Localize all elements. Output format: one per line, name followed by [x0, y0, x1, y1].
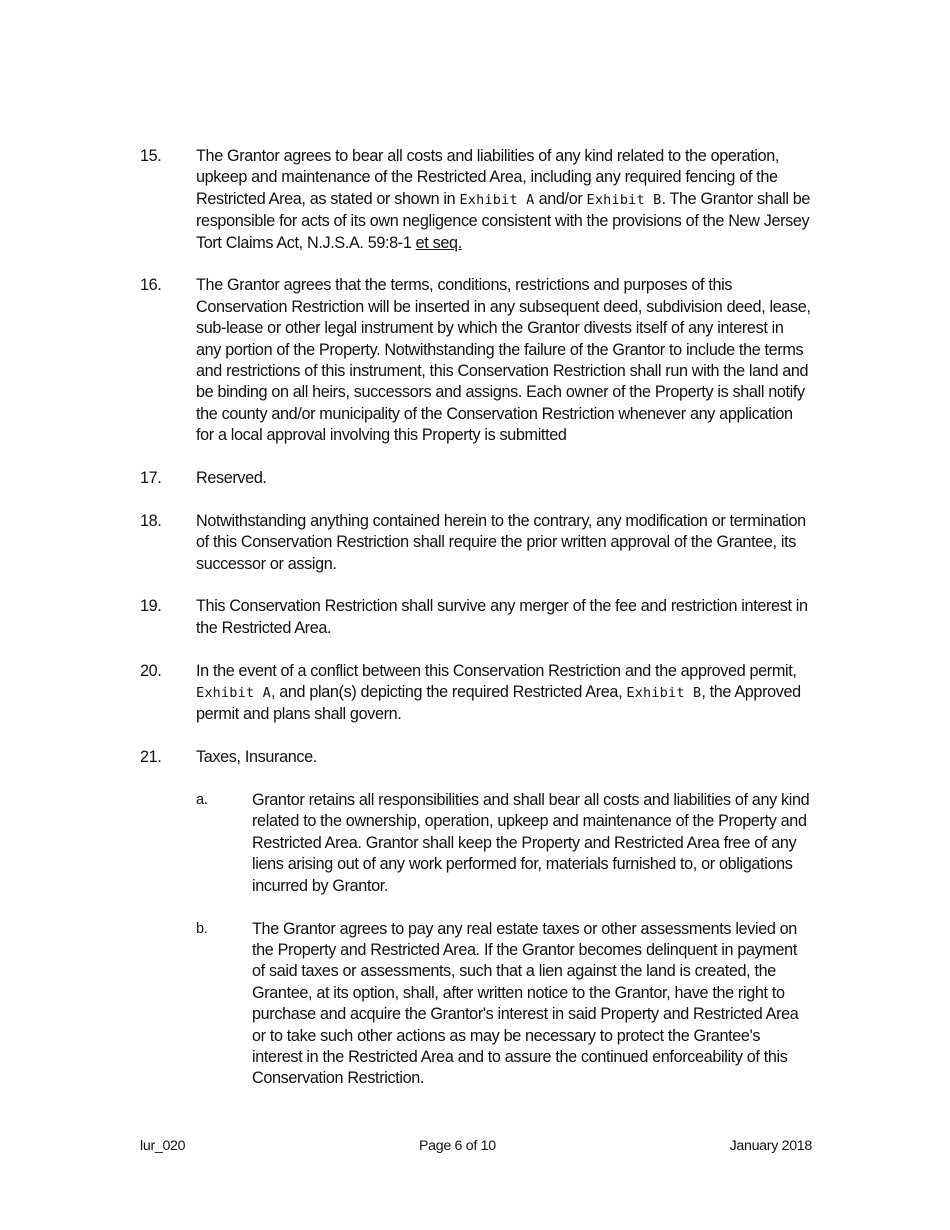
paragraph-21-subitems — [196, 790, 812, 1090]
footer-form-id: lur_020 — [140, 1138, 186, 1154]
paragraph-17 — [140, 468, 812, 489]
paragraph-number: 18. — [140, 511, 162, 530]
text-run: , the Approved permit and plans shall govern. — [196, 683, 801, 724]
subparagraph-text: The Grantor agrees to pay any real estate taxes or other assessments levied on the Property and Restricted Area. If the Grantor becomes delinquent in payment of said taxes or assessments, such that a lien against the land is created, the Grantee, at its option, shall, after written notice to the Grantor, have the right to purchase and acquire the Grantor's interest in said Property and Restricted Area or to take such other actions as may be necessary to protect the Grantee's interest in the Restricted Area and to assure the continued enforceability of this Conservation Restriction. — [252, 919, 799, 1088]
exhibit-a-reference: Exhibit A — [196, 685, 271, 702]
paragraph-text — [196, 146, 812, 254]
subparagraph-letter: b. — [196, 920, 208, 937]
paragraph-20 — [140, 661, 812, 726]
paragraph-18 — [140, 511, 812, 575]
paragraph-text: Notwithstanding anything contained herein to the contrary, any modification or termination of this Conservation Restriction shall require the prior written approval of the Grantee, its successor or assign. — [196, 511, 806, 573]
paragraph-text: This Conservation Restriction shall survive any merger of the fee and restriction interest in the Restricted Area. — [196, 597, 808, 637]
paragraph-19 — [140, 596, 812, 639]
paragraph-number: 15. — [140, 147, 162, 165]
subparagraph-letter: a. — [196, 792, 208, 809]
text-run: and/or — [534, 189, 587, 208]
text-run: , and plan(s) depicting the required Restricted Area, — [270, 683, 627, 702]
text-run: . The Grantor shall be responsible for acts of its own negligence consistent with the provisions of the New Jersey Tort Claims Act, N.J.S.A. 59:8-1 — [196, 189, 811, 252]
paragraph-16 — [140, 275, 812, 446]
paragraph-15 — [140, 146, 812, 254]
paragraph-text: Taxes, Insurance. — [196, 748, 317, 767]
text-run: The Grantor agrees to bear all costs and liabilities of any kind related to the operation, upkeep and maintenance of the Restricted Area, including any required fencing of the Restricted Area, as stated or shown in — [196, 147, 780, 208]
subparagraph-b — [196, 919, 812, 1090]
page-footer — [140, 1138, 812, 1154]
subparagraph-text: Grantor retains all responsibilities and shall bear all costs and liabilities of any kind related to the ownership, operation, upkeep and maintenance of the Property and Restricted Area. Grantor shall keep the Property and Restricted Area free of any liens arising out of any work performed for, materials furnished to, or obligations incurred by Grantor. — [252, 791, 810, 895]
exhibit-a-reference: Exhibit A — [459, 191, 535, 208]
paragraph-number: 17. — [140, 469, 162, 488]
paragraph-number: 21. — [140, 748, 162, 767]
paragraph-number: 20. — [140, 661, 162, 680]
document-body — [140, 146, 812, 1111]
exhibit-b-reference: Exhibit B — [626, 685, 702, 702]
footer-page-number: Page 6 of 10 — [418, 1138, 496, 1154]
paragraph-21 — [140, 747, 812, 768]
subparagraph-a — [196, 790, 812, 897]
paragraph-number: 19. — [140, 597, 162, 616]
paragraph-text: The Grantor agrees that the terms, conditions, restrictions and purposes of this Conservation Restriction will be inserted in any subsequent deed, subdivision deed, lease, sub-lease or other legal instrument by which the Grantor divests itself of any interest in any portion of the Property. Notwithstanding the failure of the Grantor to include the terms and restrictions of this instrument, this Conservation Restriction shall run with the land and be binding on all heirs, successors and assigns. Each owner of the Property is shall notify the county and/or municipality of the Conservation Restriction whenever any application for a local approval involving this Property is submitted — [196, 276, 811, 445]
et-seq-citation: et seq. — [415, 233, 462, 252]
footer-date: January 2018 — [729, 1138, 812, 1154]
paragraph-text — [196, 661, 812, 726]
exhibit-b-reference: Exhibit B — [586, 191, 662, 208]
paragraph-text: Reserved. — [196, 469, 267, 488]
paragraph-number: 16. — [140, 276, 162, 295]
text-run: In the event of a conflict between this Conservation Restriction and the approved permit, — [196, 661, 797, 680]
